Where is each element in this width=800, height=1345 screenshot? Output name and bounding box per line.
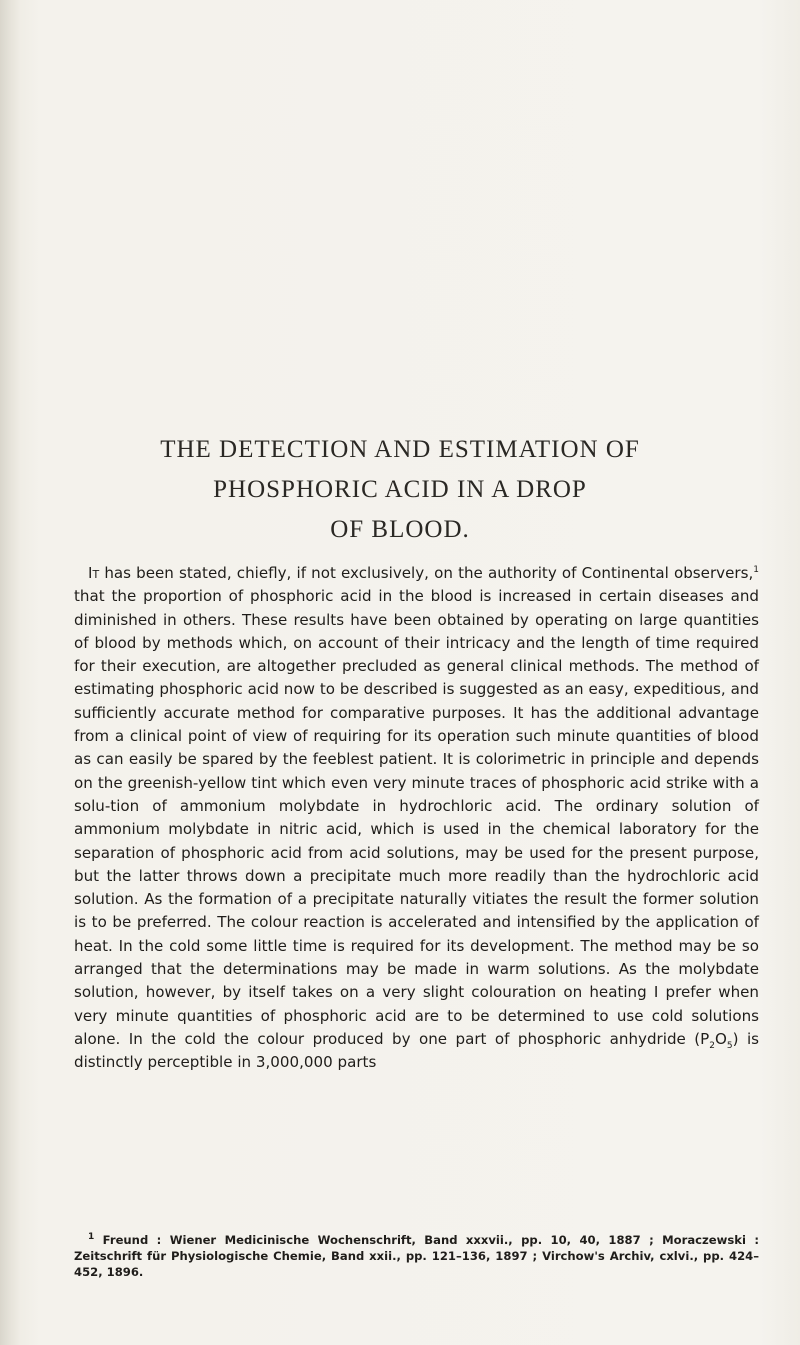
body-text-c: ) is distinctly perceptible in 3,000,000 parts <box>74 1029 759 1072</box>
page-edge-shadow <box>0 0 20 1345</box>
drop-word: It <box>88 564 100 582</box>
footnote-reference: 1 <box>753 564 759 575</box>
formula-subscript-1: 2 <box>709 1040 715 1051</box>
title-line-2: PHOSPHORIC ACID IN A DROP <box>213 476 587 503</box>
footnote-marker: 1 <box>88 1232 95 1243</box>
title-line-1: THE DETECTION AND ESTIMATION OF <box>160 436 640 463</box>
body-paragraph <box>74 562 759 1075</box>
footnote-paragraph <box>74 1233 759 1280</box>
footnote <box>74 1233 759 1280</box>
formula-subscript-2: 5 <box>726 1040 733 1051</box>
article-body <box>74 562 759 1075</box>
footnote-text: Freund : Wiener Medicinische Wochenschrift, Band xxxvii., pp. 10, 40, 1887 ; Moraczewski : Zeitschrift für Physiologische Chemie, Band xxii., pp. 121–136, 1897 ; Virchow's Archiv, cxlvi., pp. 424–452, 1896. <box>74 1233 759 1279</box>
title-line-3: OF BLOOD. <box>330 516 470 543</box>
body-text-b: that the proportion of phosphoric acid in the blood is increased in certain diseases and diminished in others. These results have been obtained by operating on large quantities of blood by methods which, on account of their intricacy and the length of time required for their execution, are altogether precluded as general clinical methods. The method of estimating phosphoric acid now to be described is suggested as an easy, expeditious, and sufficiently accurate method for comparative purposes. It has the additional advantage from a clinical point of view of requiring for its operation such minute quantities of blood as can easily be spared by the feeblest patient. It is colorimetric in principle and depends on the greenish-yellow tint which even very minute traces of phosphoric acid strike with a solu-tion of ammonium molybdate in hydrochloric acid. The ordinary solution of ammonium molybdate in nitric acid, which is used in the chemical laboratory for the separation of phosphoric acid from acid solutions, may be used for the present purpose, but the latter throws down a precipitate much more readily than the hydrochloric acid solution. As the formation of a precipitate naturally vitiates the result the former solution is to be preferred. The colour reaction is accelerated and intensified by the application of heat. In the cold some little time is required for its development. The method may be so arranged that the determinations may be made in warm solutions. As the molybdate solution, however, by itself takes on a very slight colouration on heating I prefer when very minute quantities of phosphoric acid are to be determined to use cold solutions alone. In the cold the colour produced by one part of phosphoric anhydride (P <box>74 587 759 1048</box>
formula-oxygen: O <box>714 1029 727 1048</box>
article-title <box>100 430 700 550</box>
body-text-a: has been stated, chiefly, if not exclusively, on the authority of Continental observers, <box>99 564 754 582</box>
